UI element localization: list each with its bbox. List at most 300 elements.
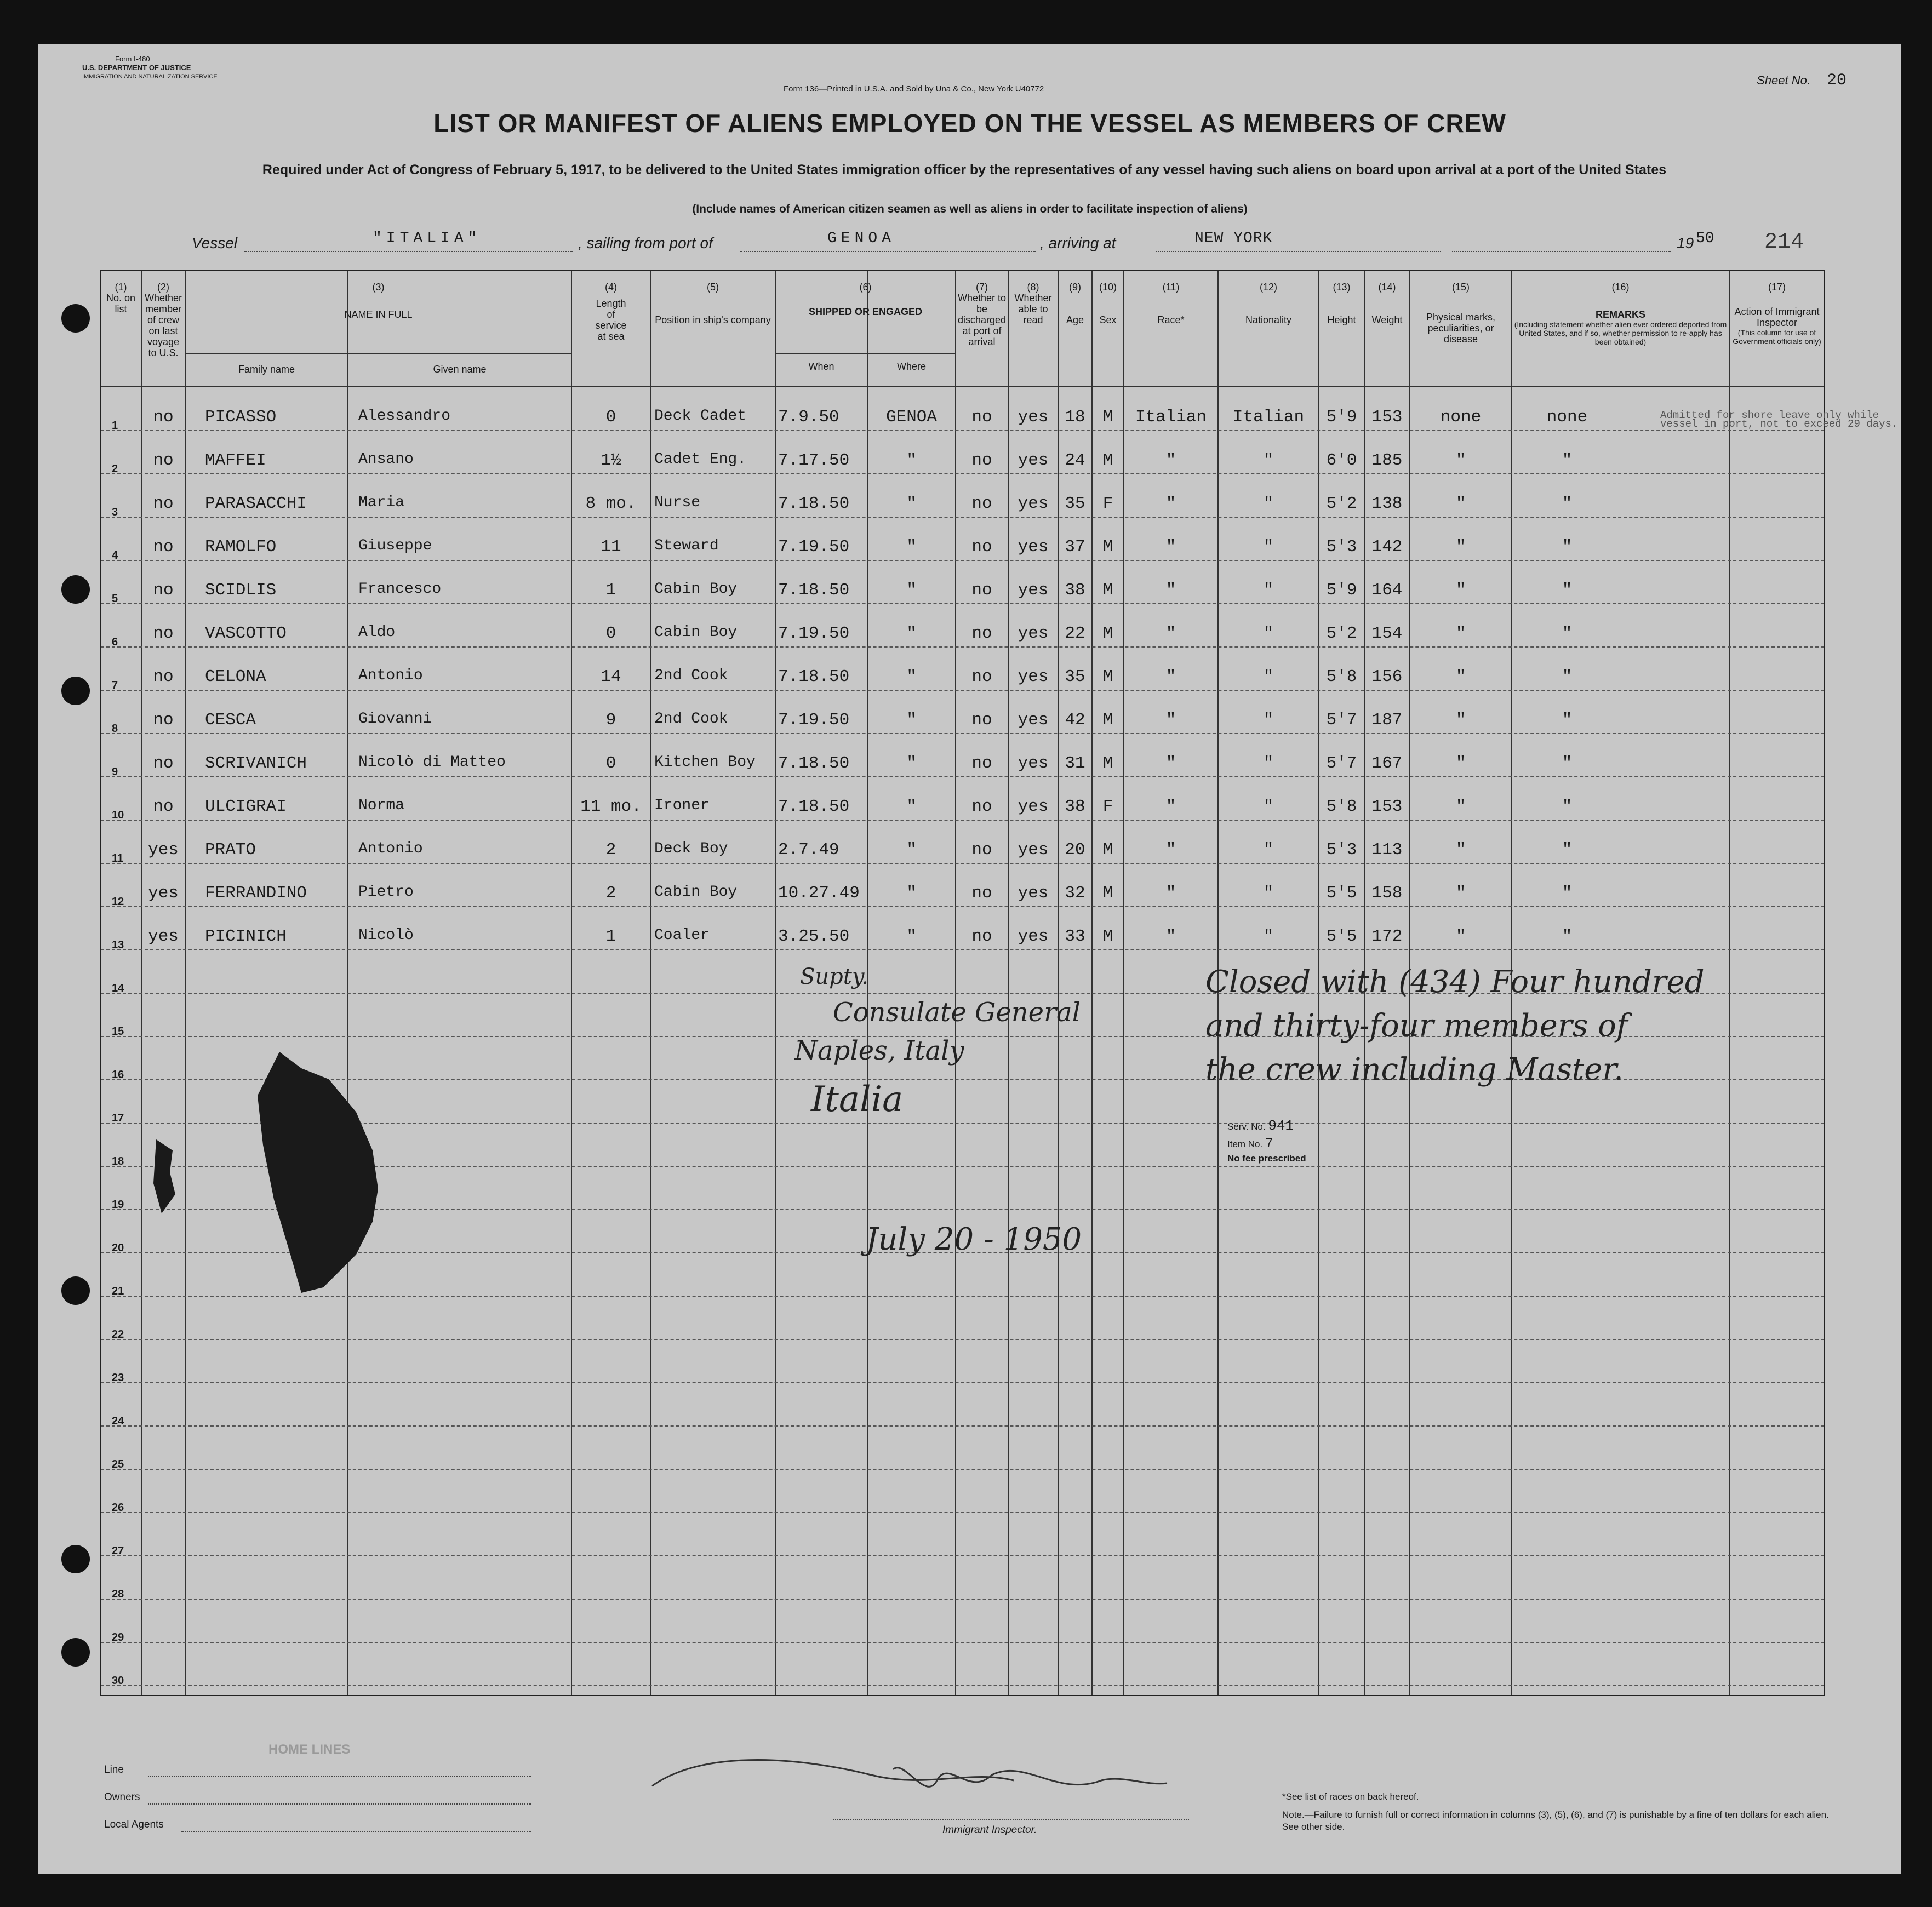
cell-family: SCRIVANICH xyxy=(205,754,307,773)
cell-weight: 167 xyxy=(1371,754,1403,773)
consul-country: Italia xyxy=(811,1079,904,1120)
cell-prev: no xyxy=(153,537,174,557)
vessel-label: Vessel xyxy=(192,234,238,251)
document-title: LIST OR MANIFEST OF ALIENS EMPLOYED ON THE VESSEL AS MEMBERS OF CREW xyxy=(433,109,1506,138)
row-number: 15 xyxy=(112,1026,124,1038)
cell-height: 5'8 xyxy=(1326,667,1357,686)
cell-position: 2nd Cook xyxy=(654,667,728,684)
cell-where: " xyxy=(906,711,917,730)
cell-nat: " xyxy=(1263,927,1274,946)
cell-given: Alessandro xyxy=(358,408,451,425)
cell-nat: " xyxy=(1263,451,1274,470)
year-value: 50 xyxy=(1696,230,1714,247)
punch-hole xyxy=(61,575,90,604)
cell-remarks: " xyxy=(1562,451,1573,470)
cell-remarks: " xyxy=(1562,711,1573,730)
cell-where: " xyxy=(906,797,917,816)
cell-given: Pietro xyxy=(358,884,414,901)
cell-prev: yes xyxy=(148,927,179,946)
cell-position: Deck Cadet xyxy=(654,408,747,425)
cell-nat: " xyxy=(1263,581,1274,600)
cell-service: 0 xyxy=(605,408,616,427)
row-number: 13 xyxy=(112,939,124,951)
cell-sex: M xyxy=(1102,451,1113,470)
cell-given: Nicolò di Matteo xyxy=(358,754,506,771)
department-name: U.S. DEPARTMENT OF JUSTICE xyxy=(82,64,191,72)
row-number: 18 xyxy=(112,1155,124,1167)
cell-disch: no xyxy=(971,840,992,860)
cell-weight: 156 xyxy=(1371,667,1403,686)
cell-family: RAMOLFO xyxy=(205,537,277,557)
col-9-header: (9) Age xyxy=(1066,282,1084,325)
col-4-header: (4) Length of service at sea xyxy=(595,282,627,342)
cell-position: Ironer xyxy=(654,797,710,814)
cell-race: Italian xyxy=(1135,408,1207,427)
cell-age: 38 xyxy=(1065,581,1085,600)
item-number: Item No. 7 xyxy=(1227,1137,1273,1152)
cell-height: 5'2 xyxy=(1326,494,1357,513)
manifest-sheet xyxy=(38,44,1901,1874)
cell-family: CESCA xyxy=(205,711,256,730)
cell-service: 8 mo. xyxy=(585,494,637,513)
cell-age: 20 xyxy=(1065,840,1085,860)
col-11-header: (11) Race* xyxy=(1157,282,1185,325)
cell-marks: " xyxy=(1455,711,1466,730)
cell-given: Giovanni xyxy=(358,711,432,728)
cell-weight: 158 xyxy=(1371,884,1403,903)
row-number: 6 xyxy=(112,636,118,648)
cell-weight: 172 xyxy=(1371,927,1403,946)
cell-when: 7.18.50 xyxy=(778,797,850,816)
cell-family: CELONA xyxy=(205,667,266,686)
cell-position: Steward xyxy=(654,537,719,554)
col-2-header: (2) Whether member of crew on last voyage to U.S. xyxy=(144,282,182,358)
cell-race: " xyxy=(1165,537,1176,557)
row-number: 21 xyxy=(112,1285,124,1297)
consul-office: Consulate General xyxy=(833,997,1081,1028)
cell-height: 5'9 xyxy=(1326,408,1357,427)
cell-remarks: " xyxy=(1562,667,1573,686)
cell-nat: " xyxy=(1263,797,1274,816)
cell-remarks: " xyxy=(1562,840,1573,860)
cell-marks: " xyxy=(1455,797,1466,816)
cell-sex: M xyxy=(1102,408,1113,427)
cell-race: " xyxy=(1165,797,1176,816)
col-3-header: (3) NAME IN FULL xyxy=(344,282,413,320)
cell-weight: 153 xyxy=(1371,797,1403,816)
cell-disch: no xyxy=(971,408,992,427)
cell-where: " xyxy=(906,581,917,600)
cell-remarks: " xyxy=(1562,494,1573,513)
cell-remarks: " xyxy=(1562,624,1573,643)
col-16-header: (16) REMARKS (Including statement whether alien ever ordered deported from United States, and if so, whether permission to re-apply has been obtained) xyxy=(1514,282,1727,346)
punch-hole xyxy=(61,304,90,333)
row-number: 7 xyxy=(112,679,118,691)
cell-disch: no xyxy=(971,451,992,470)
punch-hole xyxy=(61,1276,90,1305)
cell-position: Nurse xyxy=(654,494,701,511)
consul-city: Naples, Italy xyxy=(794,1035,964,1066)
cell-position: Cadet Eng. xyxy=(654,451,747,468)
where-header: Where xyxy=(896,361,926,372)
seal-fragment xyxy=(151,1139,178,1216)
cell-sex: M xyxy=(1102,624,1113,643)
cell-prev: no xyxy=(153,797,174,816)
cell-sex: M xyxy=(1102,537,1113,557)
row-number: 22 xyxy=(112,1328,124,1341)
cell-disch: no xyxy=(971,581,992,600)
row-number: 30 xyxy=(112,1675,124,1687)
cell-where: " xyxy=(906,884,917,903)
form-number: Form I-480 xyxy=(115,55,150,63)
cell-sex: M xyxy=(1102,581,1113,600)
cell-race: " xyxy=(1165,711,1176,730)
cell-remarks: " xyxy=(1562,581,1573,600)
cell-height: 6'0 xyxy=(1326,451,1357,470)
cell-where: " xyxy=(906,537,917,557)
cell-age: 42 xyxy=(1065,711,1085,730)
cell-where: GENOA xyxy=(885,408,937,427)
row-number: 25 xyxy=(112,1458,124,1470)
col-17-header: (17) Action of Immigrant Inspector (This column for use of Government officials only) xyxy=(1733,282,1821,346)
row-number: 29 xyxy=(112,1631,124,1643)
page-stamp-number: 214 xyxy=(1764,230,1804,255)
row-number: 14 xyxy=(112,982,124,994)
cell-when: 7.19.50 xyxy=(778,624,850,643)
arrival-port: NEW YORK xyxy=(1194,230,1273,247)
cell-remarks: " xyxy=(1562,537,1573,557)
row-number: 4 xyxy=(112,549,118,562)
cell-service: 1 xyxy=(605,927,616,946)
cell-family: VASCOTTO xyxy=(205,624,287,643)
cell-weight: 185 xyxy=(1371,451,1403,470)
row-number: 2 xyxy=(112,463,118,475)
year-prefix: 19 xyxy=(1677,234,1694,251)
cell-height: 5'8 xyxy=(1326,797,1357,816)
col-12-header: (12) Nationality xyxy=(1245,282,1292,325)
cell-read: yes xyxy=(1018,581,1049,600)
col-6-header: (6) SHIPPED OR ENGAGED xyxy=(808,282,923,317)
cell-family: PICASSO xyxy=(205,408,277,427)
cell-read: yes xyxy=(1018,451,1049,470)
cell-prev: no xyxy=(153,711,174,730)
vessel-line xyxy=(192,230,1836,263)
cell-race: " xyxy=(1165,451,1176,470)
cell-service: 0 xyxy=(605,624,616,643)
cell-height: 5'5 xyxy=(1326,884,1357,903)
consul-title: Supty. xyxy=(800,964,868,989)
cell-when: 7.17.50 xyxy=(778,451,850,470)
consul-date: July 20 - 1950 xyxy=(866,1222,1082,1257)
cell-prev: no xyxy=(153,624,174,643)
penalty-note: Note.—Failure to furnish full or correct information in columns (3), (5), (6), and (7) is punishable by a fine of ten dollars for each alien. See other side. xyxy=(1282,1809,1829,1832)
col-1-header: (1) No. on list xyxy=(106,282,136,314)
cell-family: PARASACCHI xyxy=(205,494,307,513)
cell-race: " xyxy=(1165,581,1176,600)
row-number: 3 xyxy=(112,506,118,518)
cell-service: 0 xyxy=(605,754,616,773)
cell-read: yes xyxy=(1018,840,1049,860)
cell-height: 5'7 xyxy=(1326,754,1357,773)
cell-family: PRATO xyxy=(205,840,256,860)
cell-nat: " xyxy=(1263,884,1274,903)
cell-read: yes xyxy=(1018,408,1049,427)
fee-note: No fee prescribed xyxy=(1227,1153,1306,1164)
cell-disch: no xyxy=(971,797,992,816)
cell-position: Kitchen Boy xyxy=(654,754,756,771)
cell-nat: " xyxy=(1263,711,1274,730)
cell-read: yes xyxy=(1018,927,1049,946)
cell-family: ULCIGRAI xyxy=(205,797,287,816)
cell-weight: 187 xyxy=(1371,711,1403,730)
cell-sex: F xyxy=(1102,494,1113,513)
cell-when: 7.9.50 xyxy=(778,408,839,427)
cell-given: Antonio xyxy=(358,667,423,684)
cell-where: " xyxy=(906,494,917,513)
cell-height: 5'7 xyxy=(1326,711,1357,730)
cell-where: " xyxy=(906,927,917,946)
cell-prev: no xyxy=(153,494,174,513)
cell-remarks: none xyxy=(1546,408,1588,427)
cell-disch: no xyxy=(971,624,992,643)
cell-sex: M xyxy=(1102,711,1113,730)
row-number: 27 xyxy=(112,1545,124,1557)
punch-hole xyxy=(61,677,90,705)
row-number: 8 xyxy=(112,723,118,735)
row-number: 17 xyxy=(112,1112,124,1124)
cell-weight: 138 xyxy=(1371,494,1403,513)
cell-where: " xyxy=(906,624,917,643)
row-number: 20 xyxy=(112,1242,124,1254)
cell-service: 2 xyxy=(605,840,616,860)
cell-read: yes xyxy=(1018,537,1049,557)
cell-prev: no xyxy=(153,451,174,470)
cell-given: Giuseppe xyxy=(358,537,432,554)
cell-given: Francesco xyxy=(358,581,442,598)
cell-remarks: " xyxy=(1562,884,1573,903)
cell-marks: none xyxy=(1440,408,1482,427)
closed-note-line3: the crew including Master. xyxy=(1205,1052,1624,1087)
cell-when: 7.18.50 xyxy=(778,667,850,686)
row-number: 23 xyxy=(112,1372,124,1384)
printer-line: Form 136—Printed in U.S.A. and Sold by Una & Co., New York U40772 xyxy=(784,84,1044,94)
form-id-block xyxy=(82,55,218,81)
cell-disch: no xyxy=(971,884,992,903)
cell-marks: " xyxy=(1455,581,1466,600)
closed-note-line2: and thirty-four members of xyxy=(1205,1008,1628,1044)
cell-race: " xyxy=(1165,667,1176,686)
cell-where: " xyxy=(906,451,917,470)
cell-height: 5'5 xyxy=(1326,927,1357,946)
cell-where: " xyxy=(906,840,917,860)
cell-when: 7.18.50 xyxy=(778,494,850,513)
cell-service: 11 xyxy=(601,537,621,557)
row-number: 19 xyxy=(112,1199,124,1211)
cell-position: Cabin Boy xyxy=(654,884,738,901)
cell-age: 18 xyxy=(1065,408,1085,427)
inspector-label: Immigrant Inspector. xyxy=(942,1824,1037,1836)
row-number: 11 xyxy=(112,852,124,864)
cell-marks: " xyxy=(1455,494,1466,513)
col-5-header: (5) Position in ship's company xyxy=(655,282,771,325)
cell-family: SCIDLIS xyxy=(205,581,277,600)
local-agents-label: Local Agents xyxy=(104,1819,164,1830)
cell-service: 1½ xyxy=(601,451,621,470)
cell-marks: " xyxy=(1455,537,1466,557)
embossed-seal xyxy=(241,1046,438,1298)
races-note: *See list of races on back hereof. xyxy=(1282,1791,1419,1802)
inspector-signature xyxy=(641,1737,1189,1824)
cell-marks: " xyxy=(1455,624,1466,643)
cell-age: 38 xyxy=(1065,797,1085,816)
cell-given: Ansano xyxy=(358,451,414,468)
cell-sex: M xyxy=(1102,927,1113,946)
cell-where: " xyxy=(906,754,917,773)
cell-marks: " xyxy=(1455,667,1466,686)
serv-number: Serv. No. 941 xyxy=(1227,1118,1294,1134)
closed-note-line1: Closed with (434) Four hundred xyxy=(1205,964,1705,1000)
cell-read: yes xyxy=(1018,884,1049,903)
cell-disch: no xyxy=(971,537,992,557)
cell-given: Antonio xyxy=(358,840,423,857)
cell-age: 35 xyxy=(1065,494,1085,513)
cell-race: " xyxy=(1165,884,1176,903)
cell-remarks: " xyxy=(1562,797,1573,816)
cell-remarks: " xyxy=(1562,927,1573,946)
row-number: 5 xyxy=(112,593,118,605)
cell-weight: 142 xyxy=(1371,537,1403,557)
cell-height: 5'3 xyxy=(1326,537,1357,557)
cell-when: 7.19.50 xyxy=(778,537,850,557)
cell-prev: yes xyxy=(148,840,179,860)
cell-age: 24 xyxy=(1065,451,1085,470)
cell-when: 7.18.50 xyxy=(778,754,850,773)
cell-race: " xyxy=(1165,927,1176,946)
cell-when: 10.27.49 xyxy=(778,884,860,903)
cell-sex: M xyxy=(1102,667,1113,686)
col-14-header: (14) Weight xyxy=(1371,282,1403,325)
when-header: When xyxy=(808,361,834,372)
cell-disch: no xyxy=(971,754,992,773)
cell-prev: no xyxy=(153,581,174,600)
line-stamp: HOME LINES xyxy=(268,1742,351,1757)
cell-given: Nicolò xyxy=(358,927,414,944)
cell-nat: " xyxy=(1263,840,1274,860)
cell-prev: yes xyxy=(148,884,179,903)
service-name: IMMIGRATION AND NATURALIZATION SERVICE xyxy=(82,73,218,80)
cell-position: Deck Boy xyxy=(654,840,728,857)
cell-sex: M xyxy=(1102,840,1113,860)
requirement-text: Required under Act of Congress of February 5, 1917, to be delivered to the United States immigration officer by the representatives of any vessel having such aliens on board upon arrival at a port of the United States xyxy=(262,162,1667,177)
cell-age: 33 xyxy=(1065,927,1085,946)
cell-race: " xyxy=(1165,840,1176,860)
cell-remarks: " xyxy=(1562,754,1573,773)
cell-height: 5'3 xyxy=(1326,840,1357,860)
cell-position: 2nd Cook xyxy=(654,711,728,728)
cell-family: MAFFEI xyxy=(205,451,266,470)
given-name-header: Given name xyxy=(433,364,487,375)
cell-prev: no xyxy=(153,408,174,427)
cell-marks: " xyxy=(1455,754,1466,773)
punch-hole xyxy=(61,1638,90,1667)
cell-service: 2 xyxy=(605,884,616,903)
port-name: GENOA xyxy=(827,230,896,247)
punch-hole xyxy=(61,1545,90,1573)
cell-race: " xyxy=(1165,494,1176,513)
family-name-header: Family name xyxy=(238,364,295,375)
cell-given: Aldo xyxy=(358,624,396,641)
cell-weight: 113 xyxy=(1371,840,1403,860)
cell-race: " xyxy=(1165,754,1176,773)
cell-sex: F xyxy=(1102,797,1113,816)
cell-service: 1 xyxy=(605,581,616,600)
sheet-number: Sheet No. 20 xyxy=(1757,71,1847,90)
row-number: 28 xyxy=(112,1588,124,1600)
owners-label: Owners xyxy=(104,1791,140,1803)
cell-sex: M xyxy=(1102,754,1113,773)
shore-leave-note: Admitted for shore leave only while vessel in port, not to exceed 29 days. xyxy=(1660,409,1898,430)
cell-nat: " xyxy=(1263,537,1274,557)
cell-age: 31 xyxy=(1065,754,1085,773)
cell-read: yes xyxy=(1018,754,1049,773)
cell-when: 7.19.50 xyxy=(778,711,850,730)
cell-nat: Italian xyxy=(1232,408,1305,427)
cell-weight: 153 xyxy=(1371,408,1403,427)
cell-prev: no xyxy=(153,667,174,686)
cell-disch: no xyxy=(971,667,992,686)
col-15-header: (15) Physical marks, peculiarities, or disease xyxy=(1426,282,1496,345)
cell-nat: " xyxy=(1263,624,1274,643)
include-note: (Include names of American citizen seamen as well as aliens in order to facilitate inspection of aliens) xyxy=(692,203,1248,215)
col-13-header: (13) Height xyxy=(1327,282,1356,325)
cell-service: 11 mo. xyxy=(580,797,642,816)
cell-when: 3.25.50 xyxy=(778,927,850,946)
cell-read: yes xyxy=(1018,711,1049,730)
cell-marks: " xyxy=(1455,451,1466,470)
vessel-name: "ITALIA" xyxy=(373,230,482,247)
cell-nat: " xyxy=(1263,754,1274,773)
cell-age: 32 xyxy=(1065,884,1085,903)
cell-when: 7.18.50 xyxy=(778,581,850,600)
line-label: Line xyxy=(104,1764,124,1776)
col-8-header: (8) Whether able to read xyxy=(1014,282,1052,325)
cell-family: PICINICH xyxy=(205,927,287,946)
cell-marks: " xyxy=(1455,927,1466,946)
cell-position: Cabin Boy xyxy=(654,581,738,598)
cell-marks: " xyxy=(1455,884,1466,903)
cell-height: 5'2 xyxy=(1326,624,1357,643)
cell-disch: no xyxy=(971,494,992,513)
cell-where: " xyxy=(906,667,917,686)
row-number: 16 xyxy=(112,1069,124,1081)
cell-age: 22 xyxy=(1065,624,1085,643)
cell-service: 9 xyxy=(605,711,616,730)
row-number: 12 xyxy=(112,896,124,908)
cell-family: FERRANDINO xyxy=(205,884,307,903)
cell-read: yes xyxy=(1018,624,1049,643)
cell-age: 37 xyxy=(1065,537,1085,557)
cell-position: Coaler xyxy=(654,927,710,944)
row-number: 1 xyxy=(112,420,118,432)
col-10-header: (10) Sex xyxy=(1099,282,1117,325)
cell-race: " xyxy=(1165,624,1176,643)
row-number: 24 xyxy=(112,1415,124,1427)
cell-service: 14 xyxy=(601,667,621,686)
cell-disch: no xyxy=(971,927,992,946)
cell-age: 35 xyxy=(1065,667,1085,686)
sailing-label: , sailing from port of xyxy=(578,234,713,251)
cell-nat: " xyxy=(1263,494,1274,513)
